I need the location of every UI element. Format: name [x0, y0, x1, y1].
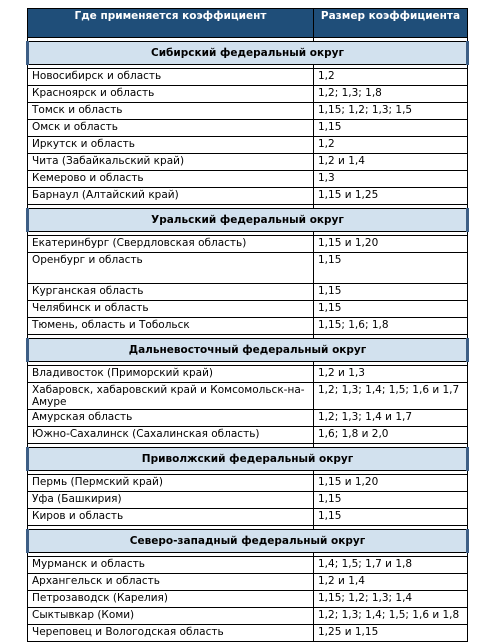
- place-cell: Барнаул (Алтайский край): [28, 188, 314, 205]
- coefficient-cell: 1,15 и 1,20: [314, 475, 468, 492]
- table-row: [28, 137, 468, 154]
- place-cell: Челябинск и область: [28, 301, 314, 318]
- region-name: Дальневосточный федеральный округ: [28, 339, 468, 362]
- place-cell: Хабаровск, хабаровский край и Комсомольск-на-Амуре: [28, 383, 314, 410]
- coefficient-cell: 1,25 и 1,15: [314, 625, 468, 642]
- region-name: Северо-западный федеральный округ: [28, 530, 468, 553]
- place-cell: Красноярск и область: [28, 86, 314, 103]
- table-body: [28, 38, 468, 642]
- coefficient-table-page: [26, 8, 466, 642]
- coefficient-table: [26, 8, 469, 642]
- table-row: [28, 410, 468, 427]
- header-coefficient-size: Размер коэффициента: [314, 9, 468, 38]
- coefficient-cell: 1,2 и 1,3: [314, 366, 468, 383]
- place-cell: Чита (Забайкальский край): [28, 154, 314, 171]
- table-row: [28, 475, 468, 492]
- coefficient-cell: 1,15: [314, 284, 468, 301]
- coefficient-cell: 1,15: [314, 492, 468, 509]
- table-row: [28, 120, 468, 137]
- region-name: Приволжский федеральный округ: [28, 448, 468, 471]
- region-header-row: [28, 42, 468, 65]
- place-cell: Амурская область: [28, 410, 314, 427]
- place-cell: Екатеринбург (Свердловская область): [28, 236, 314, 253]
- place-cell: Уфа (Башкирия): [28, 492, 314, 509]
- coefficient-cell: 1,15 и 1,20: [314, 236, 468, 253]
- table-row: [28, 608, 468, 625]
- coefficient-cell: 1,15 и 1,25: [314, 188, 468, 205]
- place-cell: Иркутск и область: [28, 137, 314, 154]
- table-row: [28, 103, 468, 120]
- coefficient-cell: 1,15: [314, 509, 468, 526]
- table-row: [28, 591, 468, 608]
- place-cell: Архангельск и область: [28, 574, 314, 591]
- place-cell: Череповец и Вологодская область: [28, 625, 314, 642]
- region-header-row: [28, 339, 468, 362]
- table-row: [28, 69, 468, 86]
- place-cell: Пермь (Пермский край): [28, 475, 314, 492]
- region-header-row: [28, 209, 468, 232]
- place-cell: Сыктывкар (Коми): [28, 608, 314, 625]
- coefficient-cell: 1,2; 1,3; 1,8: [314, 86, 468, 103]
- table-row: [28, 492, 468, 509]
- place-cell: Новосибирск и область: [28, 69, 314, 86]
- table-row: [28, 284, 468, 301]
- table-row: [28, 318, 468, 335]
- coefficient-cell: 1,15; 1,2; 1,3; 1,4: [314, 591, 468, 608]
- table-row: [28, 509, 468, 526]
- coefficient-cell: 1,2; 1,3; 1,4 и 1,7: [314, 410, 468, 427]
- table-row: [28, 253, 468, 284]
- coefficient-cell: 1,2; 1,3; 1,4; 1,5; 1,6 и 1,8: [314, 608, 468, 625]
- coefficient-cell: 1,15: [314, 301, 468, 318]
- header-where-applied: Где применяется коэффициент: [28, 9, 314, 38]
- table-row: [28, 236, 468, 253]
- region-header-row: [28, 448, 468, 471]
- table-row: [28, 383, 468, 410]
- table-header-row: [28, 9, 468, 38]
- coefficient-cell: 1,3: [314, 171, 468, 188]
- place-cell: Киров и область: [28, 509, 314, 526]
- place-cell: Курганская область: [28, 284, 314, 301]
- coefficient-cell: 1,2: [314, 137, 468, 154]
- table-row: [28, 171, 468, 188]
- table-row: [28, 301, 468, 318]
- place-cell: Томск и область: [28, 103, 314, 120]
- table-row: [28, 154, 468, 171]
- coefficient-cell: 1,15: [314, 120, 468, 137]
- coefficient-cell: 1,2 и 1,4: [314, 154, 468, 171]
- region-header-row: [28, 530, 468, 553]
- place-cell: Владивосток (Приморский край): [28, 366, 314, 383]
- table-row: [28, 625, 468, 642]
- coefficient-cell: 1,15: [314, 253, 468, 284]
- table-row: [28, 366, 468, 383]
- place-cell: Тюмень, область и Тобольск: [28, 318, 314, 335]
- coefficient-cell: 1,2: [314, 69, 468, 86]
- coefficient-cell: 1,2 и 1,4: [314, 574, 468, 591]
- coefficient-cell: 1,2; 1,3; 1,4; 1,5; 1,6 и 1,7: [314, 383, 468, 410]
- table-row: [28, 86, 468, 103]
- place-cell: Омск и область: [28, 120, 314, 137]
- table-row: [28, 574, 468, 591]
- place-cell: Мурманск и область: [28, 557, 314, 574]
- table-row: [28, 427, 468, 444]
- place-cell: Кемерово и область: [28, 171, 314, 188]
- place-cell: Петрозаводск (Карелия): [28, 591, 314, 608]
- place-cell: Оренбург и область: [28, 253, 314, 284]
- region-name: Уральский федеральный округ: [28, 209, 468, 232]
- coefficient-cell: 1,6; 1,8 и 2,0: [314, 427, 468, 444]
- coefficient-cell: 1,15; 1,6; 1,8: [314, 318, 468, 335]
- coefficient-cell: 1,15; 1,2; 1,3; 1,5: [314, 103, 468, 120]
- place-cell: Южно-Сахалинск (Сахалинская область): [28, 427, 314, 444]
- table-row: [28, 557, 468, 574]
- region-name: Сибирский федеральный округ: [28, 42, 468, 65]
- table-row: [28, 188, 468, 205]
- coefficient-cell: 1,4; 1,5; 1,7 и 1,8: [314, 557, 468, 574]
